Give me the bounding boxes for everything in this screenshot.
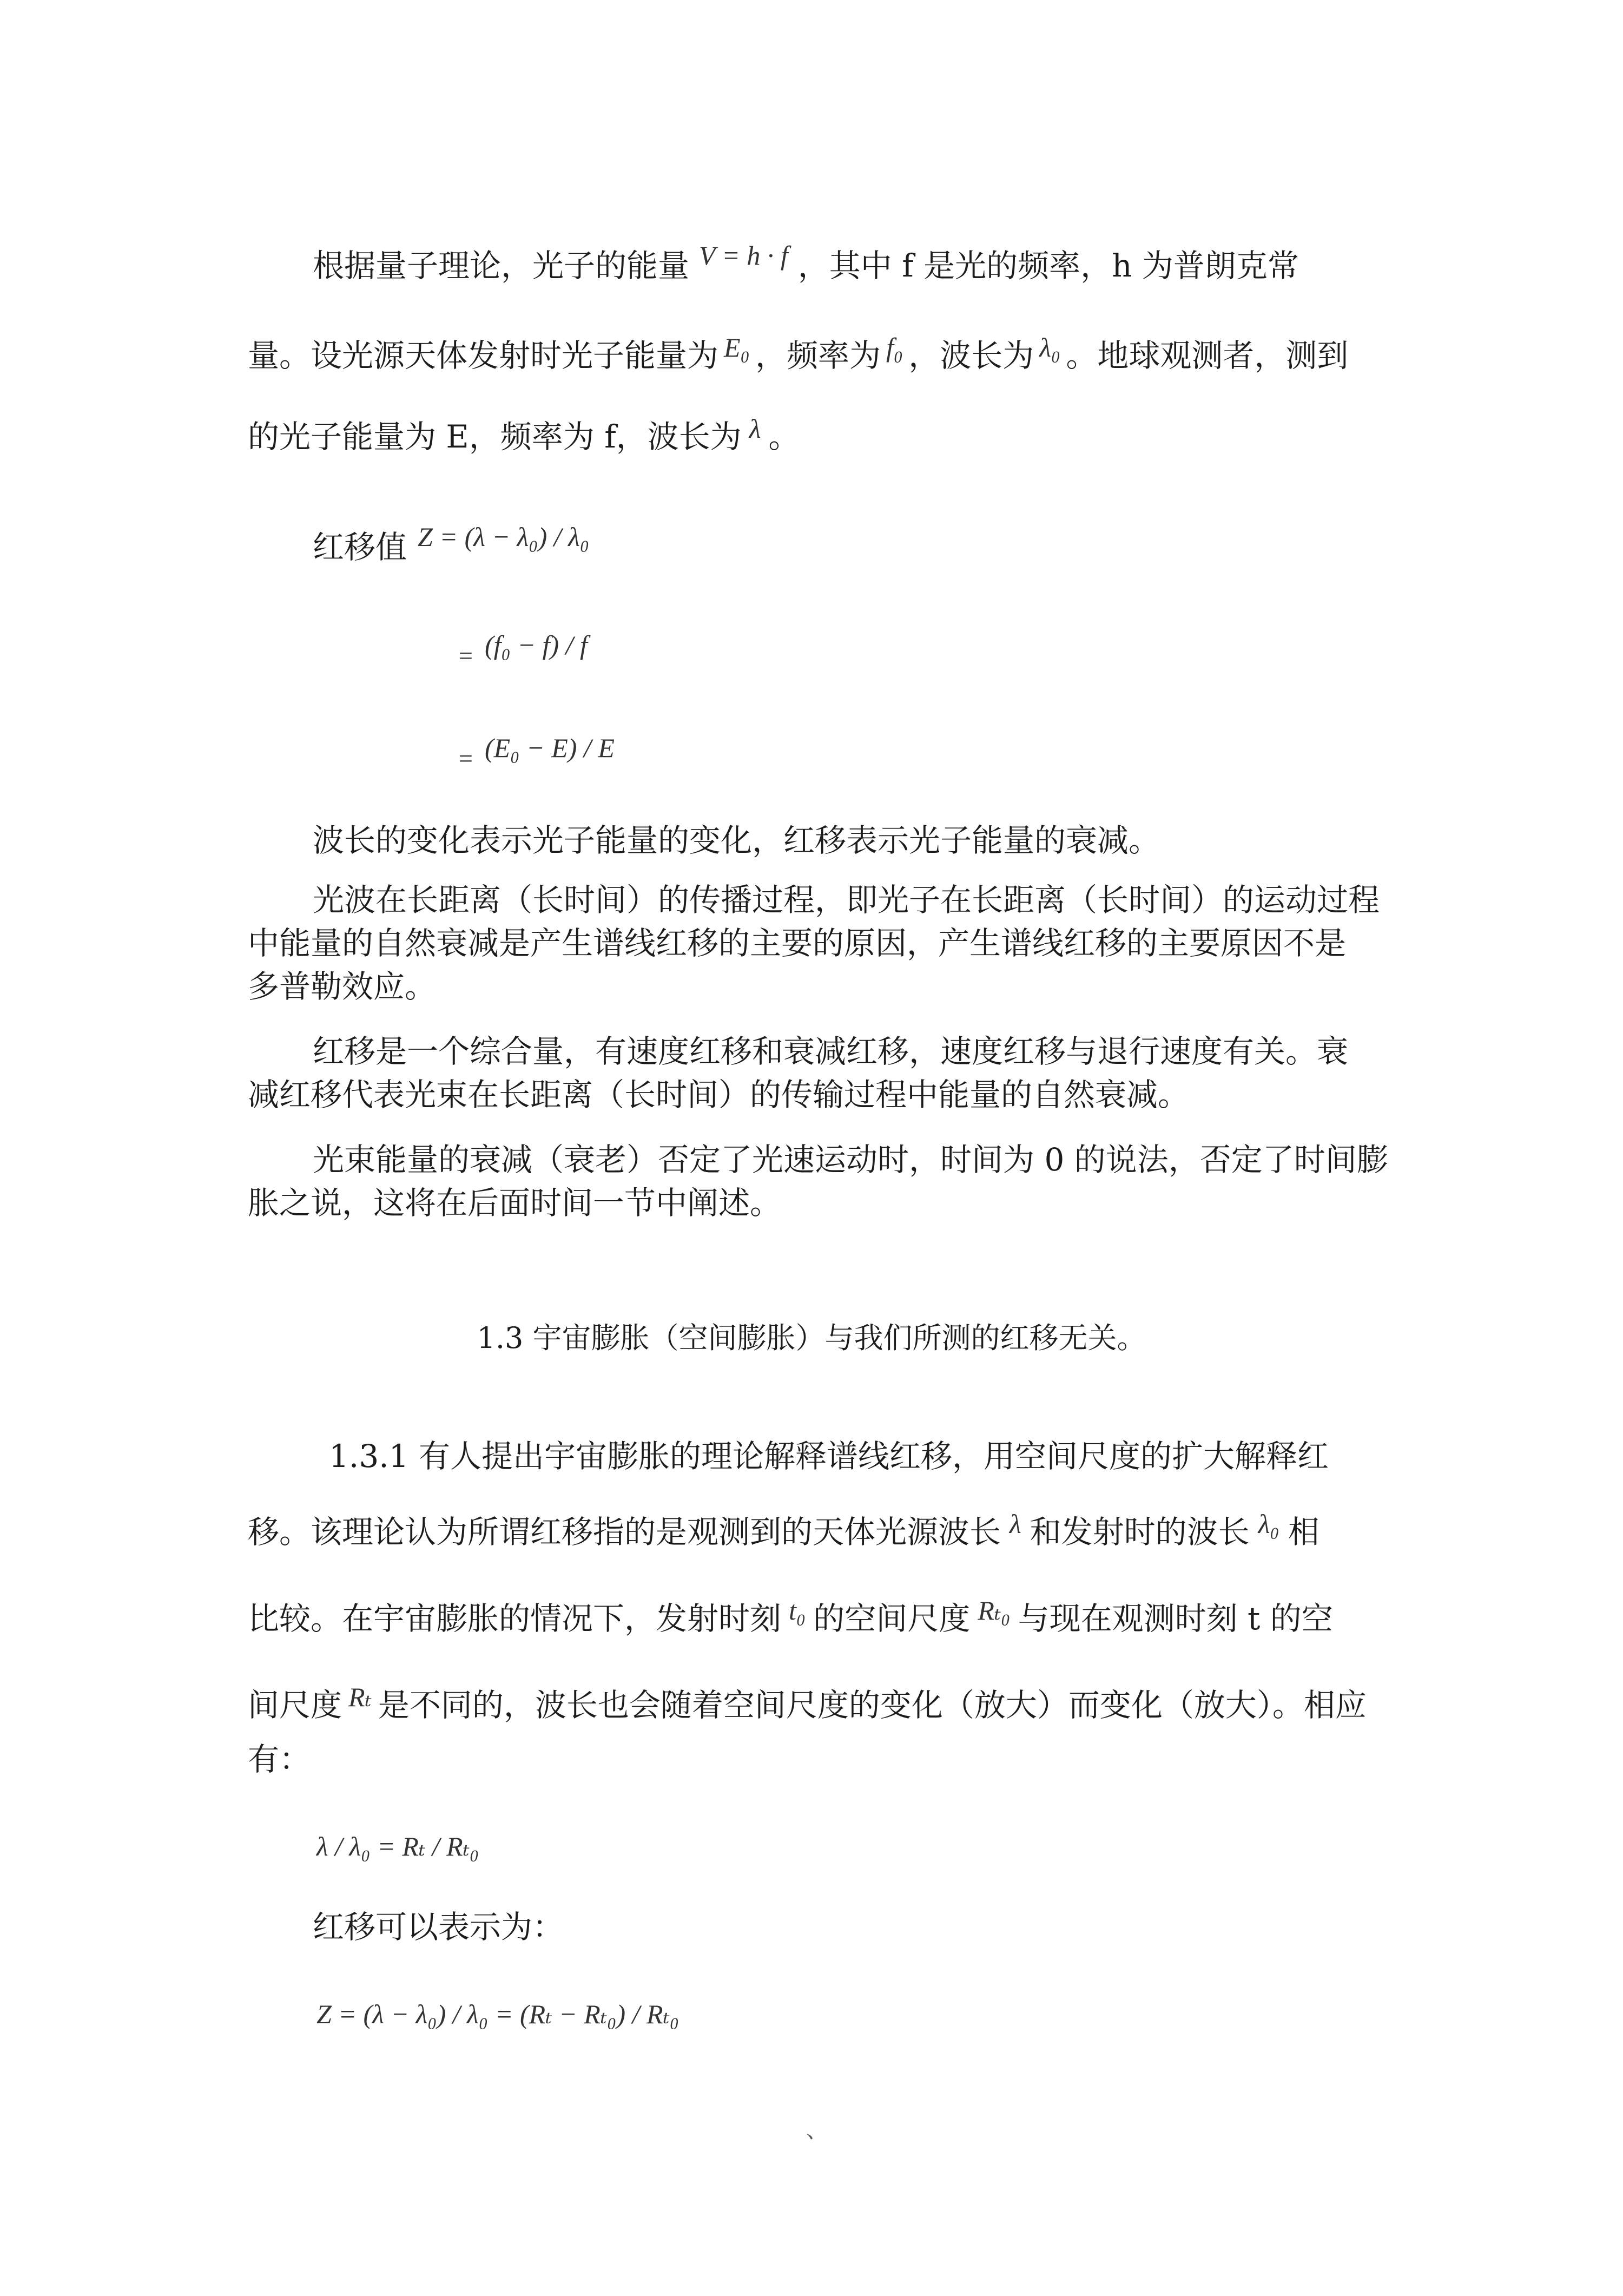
paragraph-text: 相: [1288, 1514, 1319, 1550]
paragraph-text: 和发射时的波长: [1030, 1514, 1250, 1550]
formula-photon-energy: V = h · f: [699, 240, 788, 271]
paragraph-text: 有：: [248, 1741, 311, 1778]
symbol-lambda0: λ₀: [1039, 332, 1061, 363]
equals-sign: =: [459, 642, 473, 669]
symbol-lambda0: λ₀: [1258, 1509, 1279, 1539]
section-body-line-3: [248, 1595, 1333, 1637]
intro-line-1: [313, 240, 1299, 284]
symbol-lambda: λ: [749, 413, 761, 444]
symbol-E0: E₀: [724, 332, 750, 363]
paragraph-3-line-1: [313, 1033, 1349, 1070]
paragraph-3-line-2: [248, 1076, 1190, 1113]
page-mark: 、: [806, 2118, 828, 2143]
paragraph-2-line-3: [248, 968, 437, 1005]
equation-redshift: [316, 1997, 679, 2028]
paragraph-text: 与现在观测时刻 t 的空: [1018, 1600, 1333, 1637]
paragraph-text: 比较。在宇宙膨胀的情况下，发射时刻: [248, 1600, 782, 1637]
paragraph-1: [313, 822, 1160, 859]
redshift-formula-energy: (E₀ − E) / E: [484, 733, 615, 763]
formula-redshift-scale: Z = (λ − λ₀) / λ₀ = (Rₜ − Rₜ₀) / Rₜ₀: [316, 1999, 679, 2029]
paragraph-text: 是不同的，波长也会随着空间尺度的变化（放大）而变化（放大）。相应: [378, 1687, 1367, 1723]
equals-sign: =: [459, 745, 473, 772]
intro-text: 。: [768, 418, 800, 455]
redshift-eq-1: [313, 522, 590, 565]
paragraph-text: 多普勒效应。: [248, 968, 437, 1005]
paragraph-text: 中能量的自然衰减是产生谱线红移的主要的原因，产生谱线红移的主要原因不是: [248, 925, 1347, 962]
paragraph-2-line-1: [313, 881, 1380, 918]
symbol-f0: f₀: [886, 332, 903, 363]
paragraph-text: 1.3.1 有人提出宇宙膨胀的理论解释谱线红移，用空间尺度的扩大解释红: [329, 1438, 1329, 1475]
paragraph-text: 胀之说，这将在后面时间一节中阐述。: [248, 1185, 782, 1221]
section-body-redshift-label: [313, 1911, 564, 1943]
paragraph-text: 红移是一个综合量，有速度红移和衰减红移，速度红移与退行速度有关。衰: [313, 1033, 1349, 1070]
symbol-t0: t₀: [789, 1595, 806, 1626]
symbol-R-t: Rₜ: [348, 1682, 372, 1712]
section-body-line-4: [248, 1682, 1367, 1723]
intro-text: 量。设光源天体发射时光子能量为: [248, 337, 719, 374]
redshift-label: 红移值: [313, 529, 407, 565]
paragraph-text: 减红移代表光束在长距离（长时间）的传输过程中能量的自然衰减。: [248, 1076, 1190, 1113]
paragraph-text: 红移可以表示为：: [313, 1909, 564, 1945]
formula-wavelength-ratio: λ / λ₀ = Rₜ / Rₜ₀: [316, 1831, 479, 1861]
section-heading: 1.3 宇宙膨胀（空间膨胀）与我们所测的红移无关。: [477, 1321, 1146, 1355]
redshift-formula-frequency: (f₀ − f) / f: [484, 630, 588, 660]
paragraph-2-line-2: [248, 925, 1347, 962]
redshift-eq-2: [459, 628, 588, 669]
symbol-lambda: λ: [1010, 1509, 1021, 1539]
paragraph-text: 间尺度: [248, 1687, 342, 1723]
intro-text: ，其中 f 是光的频率，h 为普朗克常: [797, 247, 1299, 284]
paragraph-text: 光波在长距离（长时间）的传播过程，即光子在长距离（长时间）的运动过程: [313, 881, 1380, 918]
intro-text: 的光子能量为 E，频率为 f，波长为: [248, 418, 742, 455]
symbol-R-t0: Rₜ₀: [978, 1595, 1011, 1626]
intro-line-3: [248, 413, 800, 455]
equation-ratio: [316, 1829, 479, 1860]
intro-text: ，频率为: [755, 337, 881, 374]
intro-text: 根据量子理论，光子的能量: [313, 247, 690, 284]
intro-line-2: [248, 332, 1349, 374]
redshift-formula-wavelength: Z = (λ − λ₀) / λ₀: [418, 522, 590, 552]
paragraph-text: 波长的变化表示光子能量的变化，红移表示光子能量的衰减。: [313, 822, 1160, 859]
intro-text: 。地球观测者，测到: [1066, 337, 1349, 374]
paragraph-text: 的空间尺度: [813, 1600, 971, 1637]
paragraph-text: 移。该理论认为所谓红移指的是观测到的天体光源波长: [248, 1514, 1001, 1550]
redshift-eq-3: [459, 731, 615, 772]
section-body-line-1: [329, 1438, 1329, 1475]
section-body-line-2: [248, 1509, 1319, 1550]
paragraph-4-line-2: [248, 1187, 781, 1219]
paragraph-text: 光束能量的衰减（衰老）否定了光速运动时，时间为 0 的说法，否定了时间膨: [313, 1141, 1388, 1178]
intro-text: ，波长为: [908, 337, 1034, 374]
section-body-line-5: [248, 1741, 311, 1778]
paragraph-4-line-1: [313, 1141, 1388, 1178]
